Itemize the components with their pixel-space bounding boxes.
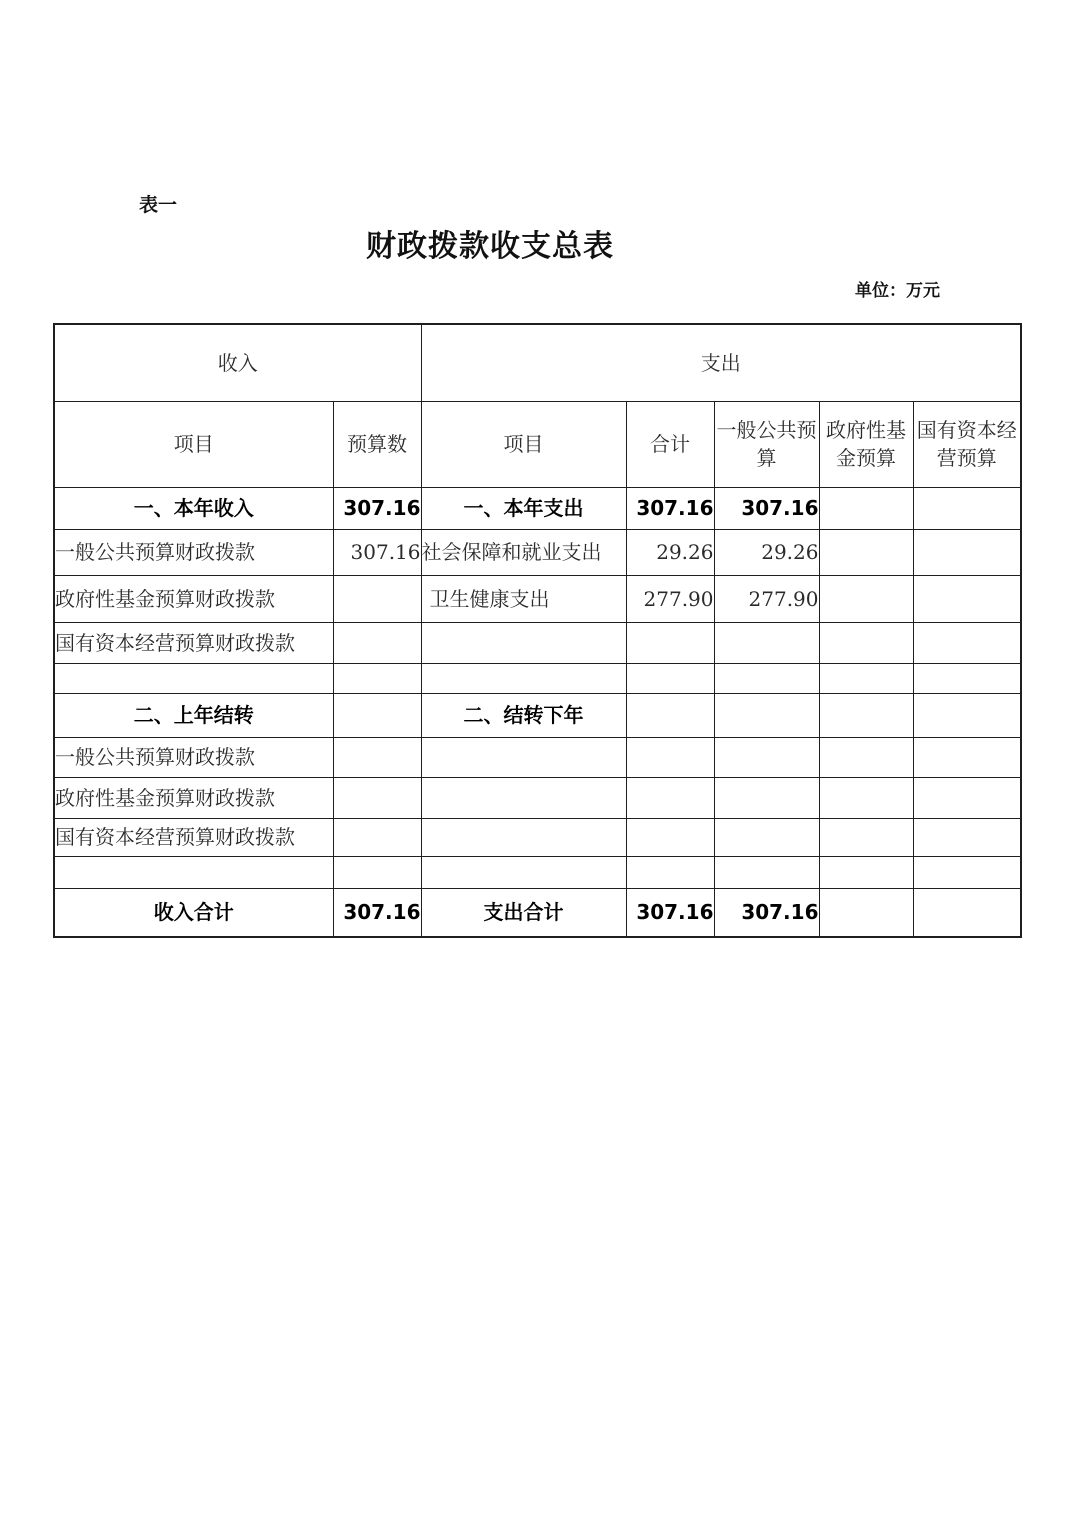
cell-expense-item	[421, 818, 626, 856]
cell-expense-total	[626, 818, 714, 856]
cell-general-public	[714, 737, 819, 777]
table-row-current-year	[54, 487, 1021, 529]
cell-state-capital	[913, 622, 1021, 663]
budget-summary-table	[53, 323, 1022, 938]
col-header-expense-item: 项目	[421, 401, 626, 487]
cell-empty	[421, 856, 626, 888]
col-header-state-capital-budget: 国有资本经营预算	[913, 401, 1021, 487]
cell-empty	[333, 663, 421, 693]
cell-income-section: 一、本年收入	[54, 487, 333, 529]
cell-empty	[819, 856, 913, 888]
table-row	[54, 529, 1021, 575]
cell-gov-fund	[819, 693, 913, 737]
col-header-government-fund-budget: 政府性基金预算	[819, 401, 913, 487]
cell-expense-total-label: 支出合计	[421, 888, 626, 937]
cell-general-public	[714, 777, 819, 818]
cell-income-item: 政府性基金预算财政拨款	[54, 777, 333, 818]
cell-state-capital	[913, 777, 1021, 818]
cell-general-public	[714, 818, 819, 856]
cell-gov-fund	[819, 622, 913, 663]
cell-income-amount: 307.16	[333, 487, 421, 529]
unit-note: 单位：万元	[855, 281, 940, 301]
cell-empty	[626, 663, 714, 693]
cell-empty	[913, 856, 1021, 888]
cell-gov-fund-total	[819, 888, 913, 937]
cell-income-amount	[333, 737, 421, 777]
cell-general-public: 277.90	[714, 575, 819, 622]
cell-gov-fund	[819, 737, 913, 777]
cell-income-section: 二、上年结转	[54, 693, 333, 737]
cell-state-capital	[913, 818, 1021, 856]
table-row-carryover	[54, 693, 1021, 737]
table-row-spacer	[54, 663, 1021, 693]
cell-income-item: 政府性基金预算财政拨款	[54, 575, 333, 622]
cell-state-capital	[913, 737, 1021, 777]
cell-expense-total	[626, 737, 714, 777]
cell-gov-fund	[819, 777, 913, 818]
table-group-header-row	[54, 324, 1021, 401]
cell-income-item: 一般公共预算财政拨款	[54, 737, 333, 777]
col-header-income-item: 项目	[54, 401, 333, 487]
cell-empty	[54, 856, 333, 888]
cell-expense-total: 277.90	[626, 575, 714, 622]
table-row	[54, 575, 1021, 622]
cell-income-total-label: 收入合计	[54, 888, 333, 937]
income-group-header: 收入	[54, 324, 421, 401]
cell-income-amount	[333, 777, 421, 818]
cell-expense-total	[626, 777, 714, 818]
cell-gov-fund	[819, 529, 913, 575]
col-header-total: 合计	[626, 401, 714, 487]
cell-state-capital	[913, 487, 1021, 529]
cell-income-item: 国有资本经营预算财政拨款	[54, 818, 333, 856]
table-column-header-row	[54, 401, 1021, 487]
cell-gov-fund	[819, 818, 913, 856]
cell-income-total-amount: 307.16	[333, 888, 421, 937]
table-row	[54, 818, 1021, 856]
cell-state-capital	[913, 575, 1021, 622]
cell-income-amount	[333, 575, 421, 622]
cell-expense-item	[421, 737, 626, 777]
cell-income-item: 一般公共预算财政拨款	[54, 529, 333, 575]
cell-general-public-total: 307.16	[714, 888, 819, 937]
cell-empty	[714, 856, 819, 888]
page-title: 财政拨款收支总表	[366, 229, 614, 264]
table-row	[54, 737, 1021, 777]
cell-income-item: 国有资本经营预算财政拨款	[54, 622, 333, 663]
cell-gov-fund	[819, 487, 913, 529]
table-row-totals	[54, 888, 1021, 937]
cell-general-public	[714, 693, 819, 737]
cell-expense-total: 29.26	[626, 529, 714, 575]
cell-empty	[421, 663, 626, 693]
cell-income-amount: 307.16	[333, 529, 421, 575]
cell-income-amount	[333, 622, 421, 663]
cell-empty	[819, 663, 913, 693]
cell-empty	[54, 663, 333, 693]
cell-income-amount	[333, 818, 421, 856]
col-header-budget-amount: 预算数	[333, 401, 421, 487]
cell-expense-total	[626, 622, 714, 663]
cell-expense-total: 307.16	[626, 487, 714, 529]
cell-expense-section: 一、本年支出	[421, 487, 626, 529]
col-header-general-public-budget: 一般公共预算	[714, 401, 819, 487]
cell-expense-section: 二、结转下年	[421, 693, 626, 737]
cell-expense-total	[626, 693, 714, 737]
cell-gov-fund	[819, 575, 913, 622]
cell-expense-item: 社会保障和就业支出	[421, 529, 626, 575]
cell-general-public: 307.16	[714, 487, 819, 529]
expense-group-header: 支出	[421, 324, 1021, 401]
cell-general-public	[714, 622, 819, 663]
table-row	[54, 622, 1021, 663]
cell-general-public: 29.26	[714, 529, 819, 575]
cell-empty	[626, 856, 714, 888]
cell-expense-item	[421, 622, 626, 663]
cell-empty	[714, 663, 819, 693]
cell-income-amount	[333, 693, 421, 737]
cell-expense-item	[421, 777, 626, 818]
cell-empty	[913, 663, 1021, 693]
table-row	[54, 777, 1021, 818]
table-number-label: 表一	[139, 194, 178, 216]
cell-expense-item: 卫生健康支出	[421, 575, 626, 622]
cell-empty	[333, 856, 421, 888]
cell-state-capital	[913, 693, 1021, 737]
cell-expense-total-amount: 307.16	[626, 888, 714, 937]
table-row-spacer	[54, 856, 1021, 888]
cell-state-capital	[913, 529, 1021, 575]
cell-state-capital-total	[913, 888, 1021, 937]
